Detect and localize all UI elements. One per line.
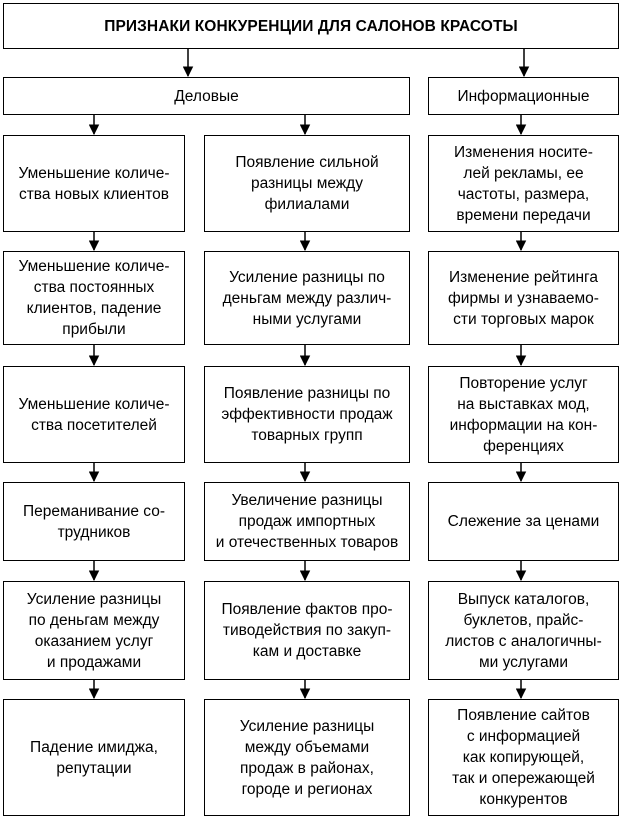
col3-item-5	[428, 581, 619, 680]
group-business-label: Деловые	[174, 87, 239, 105]
col1-item-2-text: Уменьшение количе- ства постоянных клиентов, падение прибыли	[18, 258, 170, 338]
col1-item-6-text: Падение имиджа, репутации	[30, 738, 158, 777]
col3-item-4	[428, 482, 619, 561]
col3-item-3-text: Повторение услуг на выставках мод, информации на кон- ференциях	[449, 374, 598, 455]
col1-item-4	[3, 482, 185, 561]
col3-item-2	[428, 251, 619, 345]
col2-item-2-text: Усиление разницы по деньгам между различ- ными услугами	[222, 268, 392, 328]
group-information-label: Информационные	[457, 87, 590, 105]
col2-item-5	[204, 581, 410, 680]
col1-item-1-text: Уменьшение количе- ства новых клиентов	[18, 164, 170, 203]
col3-item-6	[428, 699, 619, 816]
col2-item-6	[204, 699, 410, 816]
col3-item-4-text: Слежение за ценами	[447, 513, 600, 530]
col1-item-6	[3, 699, 185, 816]
col1-item-5-text: Усиление разницы по деньгам между оказанием услуг и продажами	[26, 590, 162, 671]
col3-item-6-text: Появление сайтов с информацией как копирующей, так и опережающей конкурентов	[452, 707, 595, 808]
col2-item-4	[204, 482, 410, 561]
col3-item-3	[428, 366, 619, 463]
col2-item-1	[204, 135, 410, 232]
col3-item-1	[428, 135, 619, 232]
group-business	[3, 77, 410, 115]
col1-item-3-text: Уменьшение количе- ства посетителей	[18, 395, 170, 434]
diagram-title-text: ПРИЗНАКИ КОНКУРЕНЦИИ ДЛЯ САЛОНОВ КРАСОТЫ	[104, 17, 518, 35]
col2-item-5-text: Появление фактов про- тиводействия по закуп- кам и доставке	[221, 601, 393, 660]
col1-item-2	[3, 251, 185, 345]
col2-item-6-text: Усиление разницы между объемами продаж в районах, городе и регионах	[239, 717, 375, 798]
col1-item-1	[3, 135, 185, 232]
col2-item-2	[204, 251, 410, 345]
col2-item-3	[204, 366, 410, 463]
col1-item-5	[3, 581, 185, 680]
diagram-title	[3, 3, 619, 49]
col2-item-3-text: Появление разницы по эффективности продаж товарных групп	[221, 385, 393, 444]
col1-item-3	[3, 366, 185, 463]
col2-item-4-text: Увеличение разницы продаж импортных и отечественных товаров	[215, 492, 399, 551]
col3-item-5-text: Выпуск каталогов, буклетов, прайс- листов с аналогичны- ми услугами	[445, 590, 602, 671]
group-information	[428, 77, 619, 115]
col3-item-2-text: Изменение рейтинга фирмы и узнаваемо- сти торговых марок	[448, 268, 599, 328]
col2-item-1-text: Появление сильной разницы между филиалами	[235, 154, 379, 213]
col3-item-1-text: Изменения носите- лей рекламы, ее частоты, размера, времени передачи	[454, 143, 593, 224]
col1-item-4-text: Переманивание со- трудников	[22, 502, 166, 541]
